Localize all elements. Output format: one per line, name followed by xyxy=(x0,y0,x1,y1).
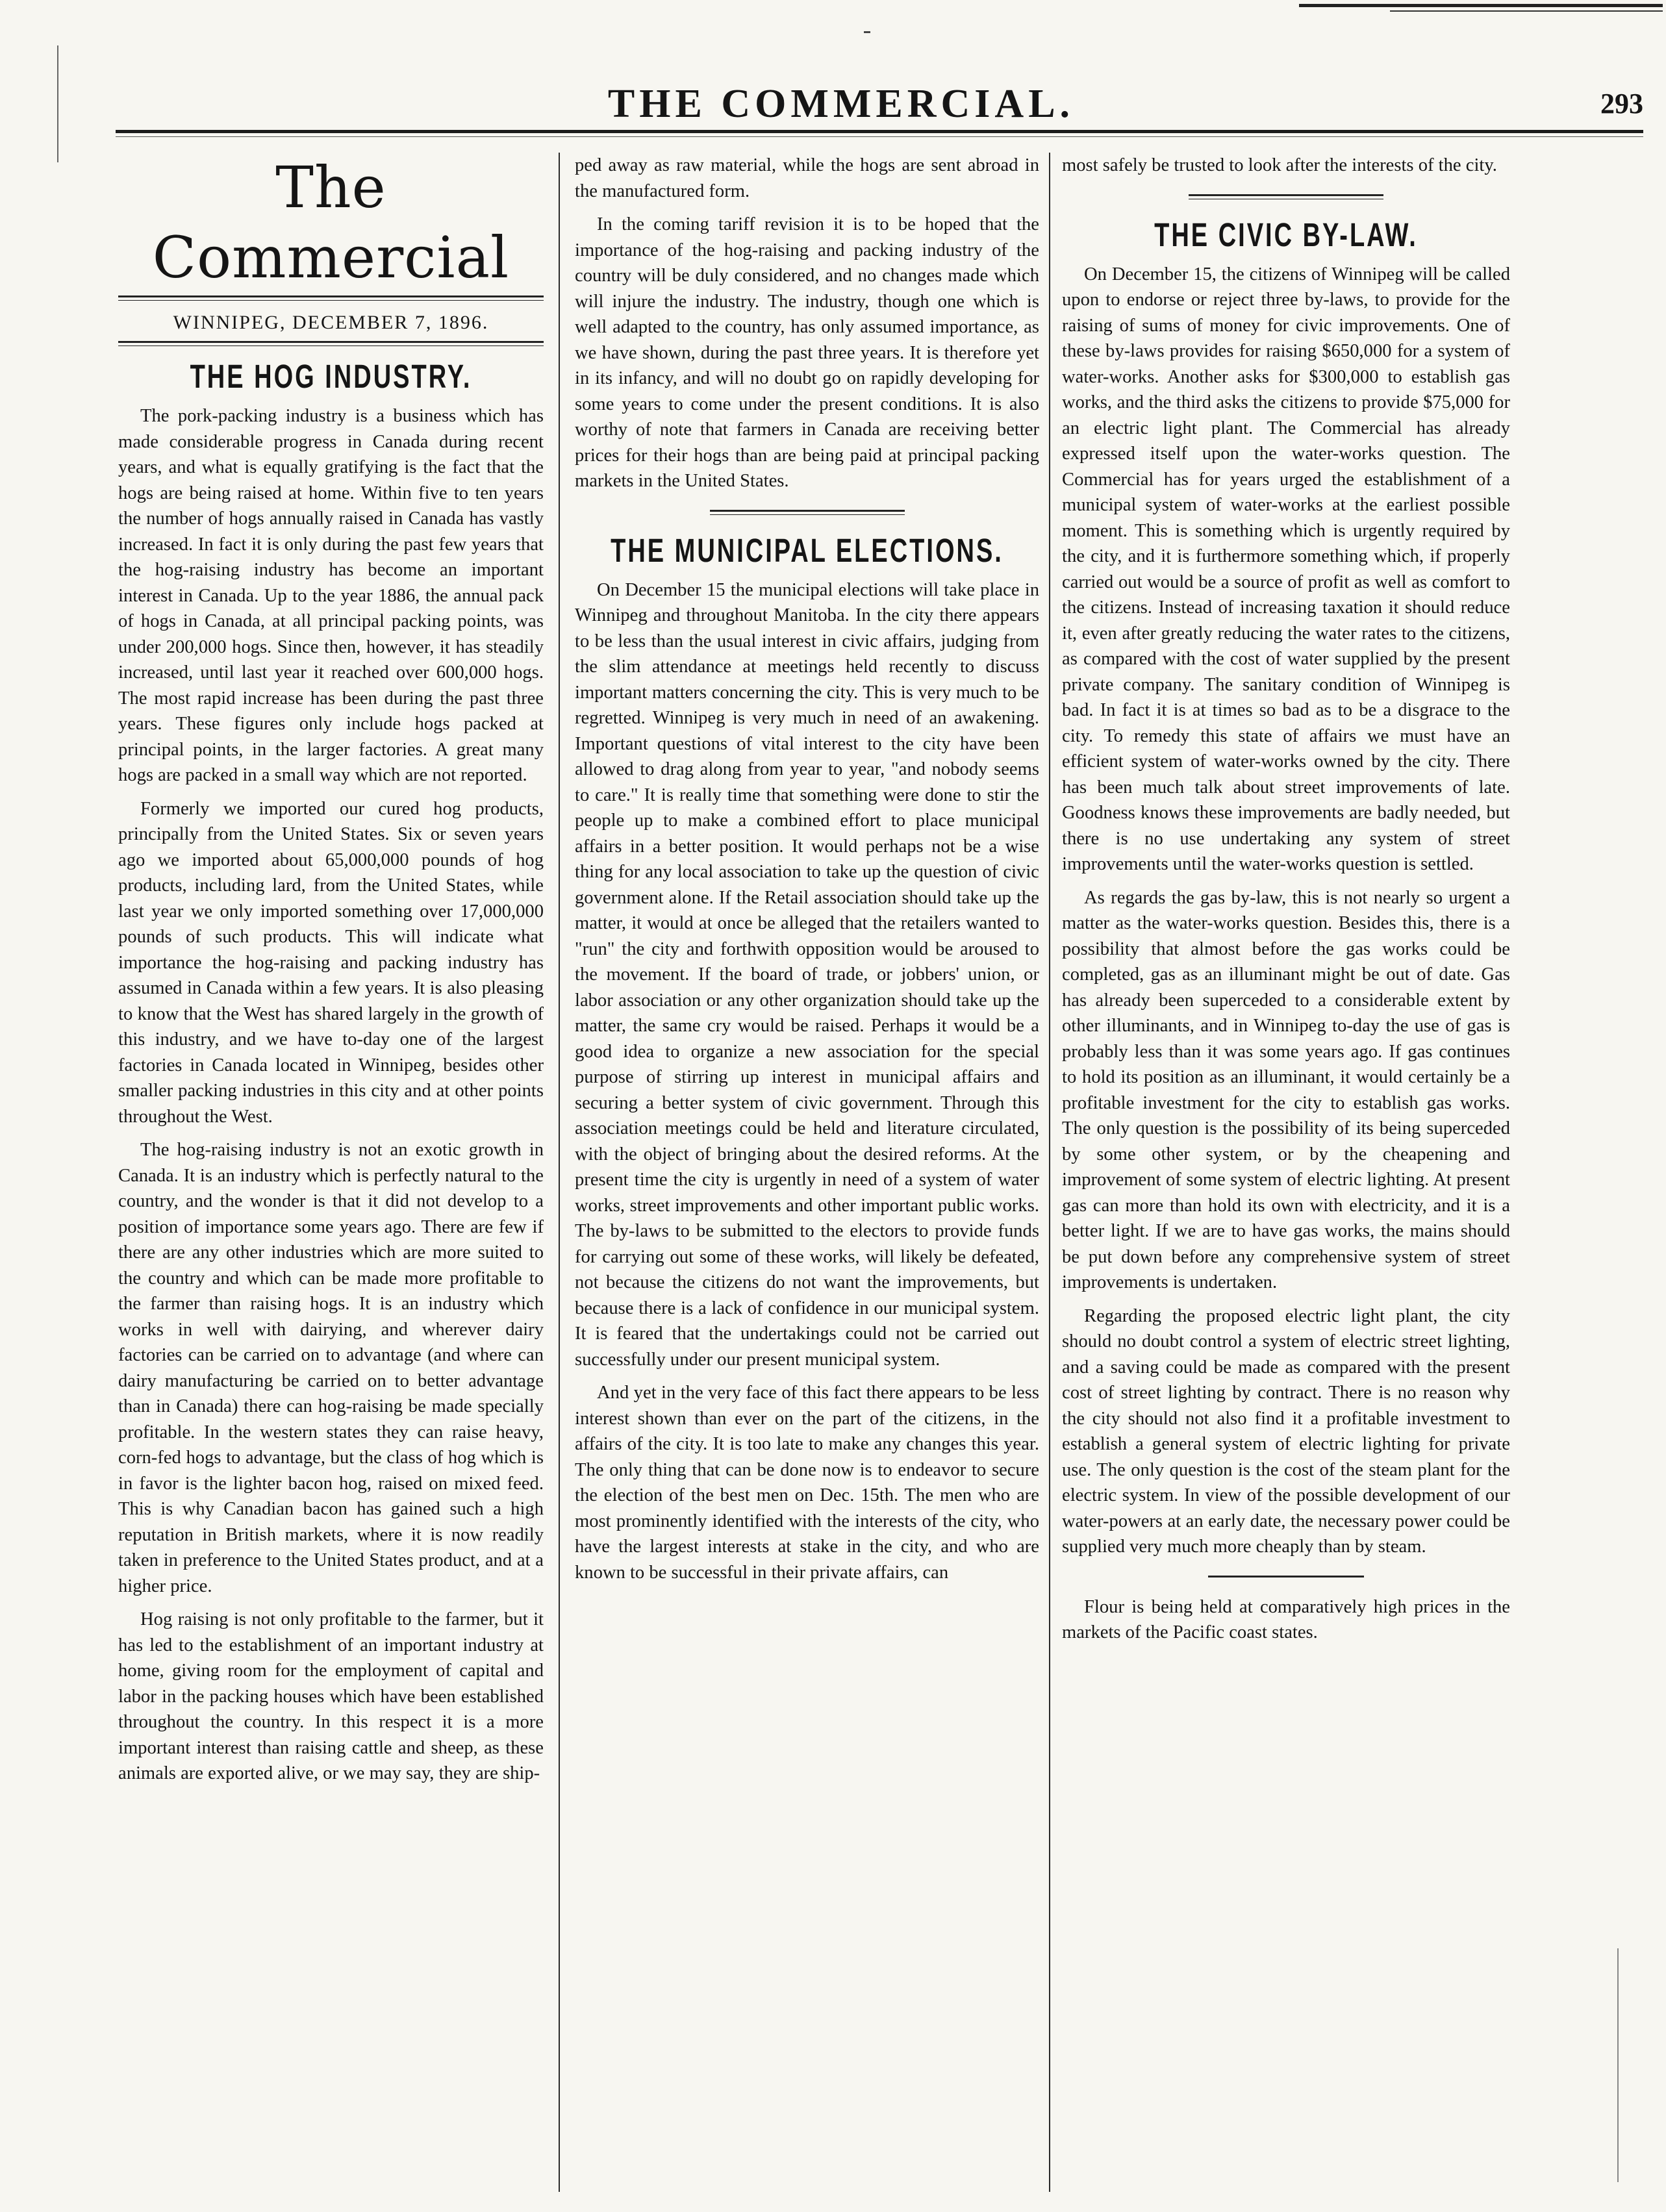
article-paragraph: And yet in the very face of this fact there appears to be less interest shown than ever on the part of the citizens, in the affairs of the city. It is too late to make any changes this year. The only thing that can be done now is to endeavor to secure the election of the best men on Dec. 15th. The men who are most prominently identified with the interests of the city, who have the largest interests at stake in the city, and who are known to be successful in their private affairs, can xyxy=(575,1383,1039,1583)
article-paragraph: Hog raising is not only profitable to the farmer, but it has led to the establishment of an important industry at home, giving room for the employment of capital and labor in the packing houses which have been established throughout the country. In this respect it is a more important interest than raising cattle and sheep, as these animals are exported alive, or we may say, they are ship- xyxy=(118,1609,544,1783)
section-rule xyxy=(1208,1576,1364,1577)
column-2 xyxy=(575,153,1039,2198)
column-1 xyxy=(118,153,544,2198)
masthead: THE COMMERCIAL. xyxy=(607,82,1075,126)
dateline-rule xyxy=(118,341,544,346)
header-rule-thin xyxy=(116,136,1643,137)
column-divider xyxy=(1049,153,1050,2192)
dateline: WINNIPEG, DECEMBER 7, 1896. xyxy=(173,312,489,333)
article-headline-municipal-elections: THE MUNICIPAL ELECTIONS. xyxy=(611,533,1003,570)
article-headline-civic-by-law: THE CIVIC BY-LAW. xyxy=(1154,217,1418,254)
article-paragraph: Formerly we imported our cured hog products, principally from the United States. Six or seven years ago we imported about 65,000,000 pounds of hog products, including lard, from the United States, while last year we only imported something over 17,000,000 pounds of such products. This will indicate what importance the hog-raising and packing industry has assumed in Canada within a few years. It is also pleasing to know that the West has shared largely in the growth of this industry, and we have to-day one of the largest factories in Canada located in Winnipeg, besides other smaller packing industries in this city and at other points throughout the West. xyxy=(118,798,544,1127)
article-continuation: ped away as raw material, while the hogs are sent abroad in the manufactured form. xyxy=(575,155,1039,201)
article-paragraph: Regarding the proposed electric light plant, the city should no doubt control a system of electric street lighting, and a saving could be made as compared with the present cost of street lighting by contract. There is no reason why the city should not also find it a profitable investment to establish a general system of electric lighting for private use. The only question is the cost of the steam plant for the electric system. In view of the possible development of our water-powers at an early date, the necessary power could be supplied very much more cheaply than by steam. xyxy=(1062,1305,1510,1557)
article-paragraph: As regards the gas by-law, this is not nearly so urgent a matter as the water-works question. Besides this, there is a possibility that almost before the gas works could be completed, gas as an illuminant might be out of date. Gas has already been superceded to a considerable extent by other illuminants, and in Winnipeg to-day the use of gas is probably less than it was some years ago. If gas continues to hold its position as an illuminant, it would certainly be a profitable investment for the city to establish gas works. The only question is the possibility of its being superceded by some other system, or by the cheapening and improvement of some system of electric lighting. At present gas can more than hold its own with electricity, and it is a better light. If we are to have gas works, the mains should be put down before any comprehensive system of street improvements is undertaken. xyxy=(1062,887,1510,1292)
article-continuation: most safely be trusted to look after the interests of the city. xyxy=(1062,155,1497,175)
paper-title: The Commercial xyxy=(152,154,510,291)
article-paragraph: The pork-packing industry is a business which has made considerable progress in Canada during recent years, and what is equally gratifying is the fact that the hogs are being raised at home. Within five to ten years the number of hogs annually raised in Canada has vastly increased. In fact it is only during the past few years that the hog-raising industry has become an important interest in Canada. Up to the year 1886, the annual pack of hogs in Canada, at all principal packing points, was under 200,000 hogs. Since then, however, it has steadily increased, until last year it reached over 600,000 hogs. The most rapid increase has been during the past three years. These figures only include hogs packed at principal points, in the larger factories. A great many hogs are packed in a small way which are not reported. xyxy=(118,406,544,785)
article-paragraph: On December 15, the citizens of Winnipeg will be called upon to endorse or reject three by-laws, to provide for the raising of sums of money for civic improvements. One of these by-laws provides for raising $650,000 for a system of water-works. Another asks for $300,000 to establish gas works, and the third asks the citizens to provide $75,000 for an electric light plant. The Commercial has already expressed itself upon the water-works question. The Commercial has for years urged the establishment of a municipal system of water-works at the earliest possible moment. This is something which is urgently required by the city, and it is furthermore something which, if properly carried out would be a source of profit as well as comfort to the citizens. Instead of increasing taxation it should reduce it, even after greatly reducing the water rates to the citizens, as compared with the cost of water supplied by the present private company. The sanitary condition of Winnipeg is bad. In fact it is at times so bad as to be a disgrace to the city. To remedy this state of affairs we must have an efficient system of water-works owned by the city. There has been much talk about street improvements of late. Goodness knows these improvements are badly needed, but there is no use undertaking any system of street improvements until the water-works question is settled. xyxy=(1062,264,1510,874)
article-headline-hog-industry: THE HOG INDUSTRY. xyxy=(190,358,472,396)
section-rule xyxy=(1189,194,1383,199)
title-rule xyxy=(118,295,544,301)
margin-mark xyxy=(1617,1948,1619,2182)
decorative-dash xyxy=(864,31,870,33)
header-rule xyxy=(116,130,1643,133)
article-paragraph: The hog-raising industry is not an exotic growth in Canada. It is an industry which is perfectly natural to the country, and the wonder is that it did not develop to a position of importance some years ago. There are few if there are any other industries which are more suited to the country and which can be made more profitable to the farmer than raising hogs. It is an industry which works in well with dairying, and wherever dairy factories can be carried on to advantage (and where can dairy manufacturing be carried on to better advantage than in Canada) there can hog-raising be made specially profitable. In the western states they can raise heavy, corn-fed hogs to advantage, but the class of hog which is in favor is the lighter bacon hog, raised on mixed feed. This is why Canadian bacon has gained such a high reputation in British markets, where it is now readily taken in preference to the United States product, and at a higher price. xyxy=(118,1140,544,1596)
article-paragraph: In the coming tariff revision it is to be hoped that the importance of the hog-raising and packing industry of the country will be duly considered, and no changes made which will injure the industry. The industry, though one which is well adapted to the country, has only assumed importance, as we have shown, during the past three years. It is therefore yet in its infancy, and will no doubt go on rapidly developing for some years to come under the present conditions. It is also worthy of note that farmers in Canada are receiving better prices for their hogs than are being paid at principal packing markets in the United States. xyxy=(575,214,1039,491)
article-paragraph: On December 15 the municipal elections will take place in Winnipeg and throughout Manitoba. In the city there appears to be less than the usual interest in civic affairs, judging from the slim attendance at meetings held recently to discuss important matters concerning the city. This is very much to be regretted. Winnipeg is very much in need of an awakening. Important questions of vital interest to the city have been allowed to drag along from year to year, "and nobody seems to care." It is really time that something were done to stir the people up to make a combined effort to place municipal affairs in a better position. It would perhaps not be a wise thing for any local association to take up the question of civic government alone. If the Retail association should take up the matter, it would at once be alleged that the retailers wanted to "run" the city and forthwith opposition would be aroused to the movement. If the board of trade, or jobbers' union, or labor association or any other organization should take up the matter, the same cry would be raised. Perhaps it would be a good idea to organize a new association for the special purpose of stirring up interest in municipal affairs and securing a better system of civic government. Through this association meetings could be held and literature circulated, with the object of bringing about the desired reforms. At the present time the city is urgently in need of a system of water works, street improvements and other important public works. The by-laws to be submitted to the electors to provide funds for carrying out some of these works, will likely be defeated, not because the citizens do not want the improvements, but because there is a lack of confidence in our municipal system. It is feared that the undertakings could not be carried out successfully under our present municipal system. xyxy=(575,579,1039,1370)
top-border-rule xyxy=(1299,4,1663,7)
column-divider xyxy=(559,153,560,2192)
page-number: 293 xyxy=(1600,88,1643,119)
margin-mark xyxy=(57,45,58,162)
column-3 xyxy=(1062,153,1510,2198)
top-border-rule-thin xyxy=(1390,10,1663,12)
section-rule xyxy=(710,510,905,515)
news-note: Flour is being held at comparatively high prices in the markets of the Pacific coast states. xyxy=(1062,1596,1510,1642)
